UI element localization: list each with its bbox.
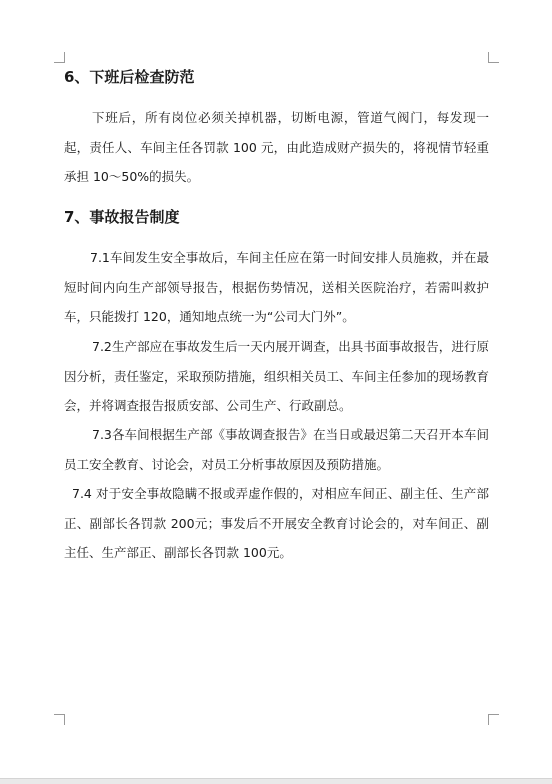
page-corner-mark-top-left — [54, 52, 65, 63]
window-bottom-edge — [0, 778, 552, 784]
paragraph: 下班后，所有岗位必须关掉机器，切断电源，管道气阀门，每发现一起，责任人、车间主任各罚款 100 元，由此造成财产损失的，将视情节轻重承担 10～50%的损失。 — [64, 110, 489, 184]
paragraph: 7.3各车间根据生产部《事故调查报告》在当日或最迟第二天召开本车间员工安全教育、讨论会，对员工分析事故原因及预防措施。 — [64, 427, 489, 472]
paragraph: 7.4 对于安全事故隐瞒不报或弄虚作假的，对相应车间正、副主任、生产部正、副部长各罚款 200元；事发后不开展安全教育讨论会的，对车间正、副主任、生产部正、副部长各罚款 100元。 — [64, 486, 489, 560]
paragraph: 7.1车间发生安全事故后，车间主任应在第一时间安排人员施救，并在最短时间内向生产部领导报告，根据伤势情况，送相关医院治疗，若需叫救护车，只能拨打 120，通知地点统一为“公司大门外”。 — [64, 250, 489, 324]
page-corner-mark-bottom-left — [54, 714, 65, 725]
section-heading: 7、事故报告制度 — [64, 208, 180, 226]
page-corner-mark-top-right — [488, 52, 499, 63]
section-heading: 6、下班后检查防范 — [64, 68, 195, 86]
paragraph: 7.2生产部应在事故发生后一天内展开调查，出具书面事故报告，进行原因分析，责任鉴定，采取预防措施，组织相关员工、车间主任参加的现场教育会，并将调查报告报质安部、公司生产、行政副总。 — [64, 339, 490, 413]
page-corner-mark-bottom-right — [488, 714, 499, 725]
